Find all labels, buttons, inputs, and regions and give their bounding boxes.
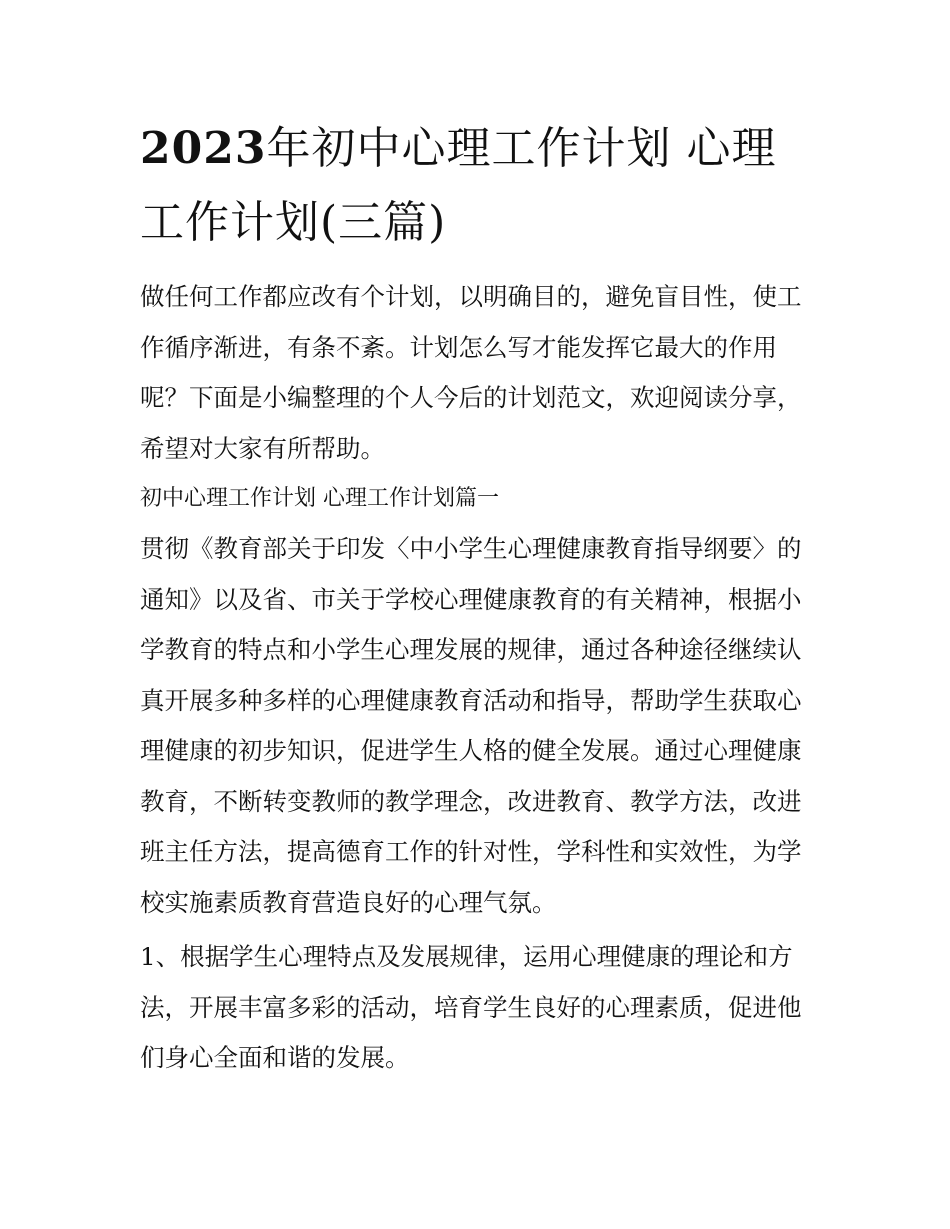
document-title bbox=[140, 112, 812, 260]
body-paragraph: 贯彻《教育部关于印发〈中小学生心理健康教育指导纲要〉的通知》以及省、市关于学校心理健康教育的有关精神，根据小学教育的特点和小学生心理发展的规律，通过各种途径继续认真开展多种多样的心理健康教育活动和指导，帮助学生获取心理健康的初步知识，促进学生人格的健全发展。通过心理健康教育，不断转变教师的教学理念，改进教育、教学方法，改进班主任方法，提高德育工作的针对性，学科性和实效性，为学校实施素质教育营造良好的心理气氛。 bbox=[140, 534, 802, 917]
title-text: 年初中心理工作计划 心理工作计划(三篇) bbox=[140, 123, 777, 248]
section-heading: 初中心理工作计划 心理工作计划篇一 bbox=[140, 486, 499, 511]
title-year: 2023 bbox=[140, 123, 267, 174]
intro-paragraph: 做任何工作都应改有个计划，以明确目的，避免盲目性，使工作循序渐进，有条不紊。计划怎么写才能发挥它最大的作用呢？下面是小编整理的个人今后的计划范文，欢迎阅读分享，希望对大家有所帮助。 bbox=[140, 282, 802, 463]
document-page bbox=[140, 112, 812, 1084]
list-item: 1、根据学生心理特点及发展规律，运用心理健康的理论和方法，开展丰富多彩的活动，培育学生良好的心理素质，促进他们身心全面和谐的发展。 bbox=[140, 942, 802, 1072]
